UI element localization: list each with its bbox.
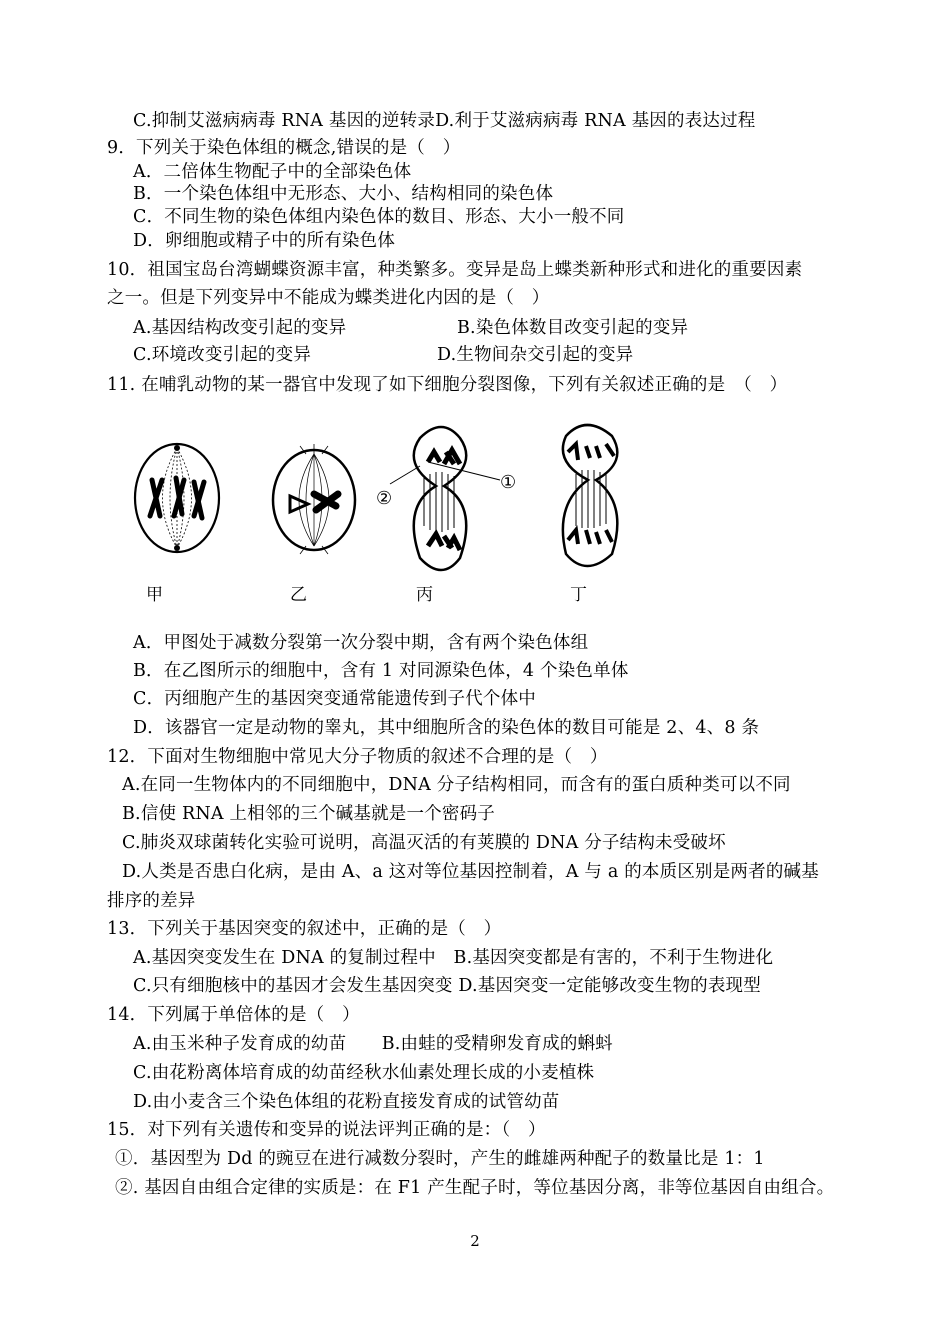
q12-stem: 12．下面对生物细胞中常见大分子物质的叙述不合理的是（ ）: [107, 747, 608, 767]
q10-stem-line2: 之一。但是下列变异中不能成为蝶类进化内因的是（ ）: [107, 288, 550, 308]
q11-option-d: D．该器官一定是动物的睾丸，其中细胞所含的染色体的数目可能是 2、4、8 条: [133, 718, 760, 738]
marker-2: ②: [376, 488, 393, 509]
q14-option-c: C.由花粉离体培育成的幼苗经秋水仙素处理长成的小麦植株: [133, 1063, 595, 1083]
q10-option-a: A.基因结构改变引起的变异: [133, 318, 347, 338]
marker-2-leader: [390, 466, 420, 484]
page-number: 2: [470, 1232, 480, 1250]
q10-option-c: C.环境改变引起的变异: [133, 345, 312, 365]
cell-jia: [135, 444, 219, 552]
q14-options-ab: A.由玉米种子发育成的幼苗 B.由蛙的受精卵发育成的蝌蚪: [133, 1034, 613, 1054]
q13-options-ab: A.基因突变发生在 DNA 的复制过程中 B.基因突变都是有害的，不利于生物进化: [133, 948, 774, 968]
caption-yi: 乙: [290, 585, 307, 605]
q9-stem: 9．下列关于染色体组的概念,错误的是（ ）: [107, 138, 461, 158]
q12-option-b: B.信使 RNA 上相邻的三个碱基就是一个密码子: [122, 804, 495, 824]
q12-option-a: A.在同一生物体内的不同细胞中，DNA 分子结构相同，而含有的蛋白质种类可以不同: [122, 775, 791, 795]
q13-stem: 13．下列关于基因突变的叙述中，正确的是（ ）: [107, 919, 502, 939]
q10-option-b: B.染色体数目改变引起的变异: [457, 318, 689, 338]
q11-option-c: C．丙细胞产生的基因突变通常能遗传到子代个体中: [133, 689, 536, 709]
cell-yi: [273, 444, 355, 554]
q12-option-c: C.肺炎双球菌转化实验可说明，高温灭活的有荚膜的 DNA 分子结构未受破坏: [122, 833, 726, 853]
q15-item-2: ②. 基因自由组合定律的实质是：在 F1 产生配子时，等位基因分离，非等位基因自由组合。: [115, 1178, 835, 1198]
q15-item-1: ①．基因型为 Dd 的豌豆在进行减数分裂时，产生的雌雄两种配子的数量比是 1：1: [115, 1149, 765, 1169]
q15-stem: 15．对下列有关遗传和变异的说法评判正确的是：（ ）: [107, 1120, 546, 1140]
cell-ding: [563, 425, 617, 566]
q12-option-d-cont: 排序的差异: [107, 891, 196, 911]
q13-options-cd: C.只有细胞核中的基因才会发生基因突变 D.基因突变一定能够改变生物的表现型: [133, 976, 761, 996]
q14-stem: 14．下列属于单倍体的是（ ）: [107, 1005, 360, 1025]
cell-bing: [414, 427, 466, 570]
q9-option-c: C．不同生物的染色体组内染色体的数目、形态、大小一般不同: [133, 207, 625, 227]
q12-option-d: D.人类是否患白化病，是由 A、a 这对等位基因控制着，A 与 a 的本质区别是两者的碱基: [122, 862, 819, 882]
q11-option-a: A．甲图处于减数分裂第一次分裂中期，含有两个染色体组: [133, 633, 589, 653]
marker-1: ①: [500, 472, 517, 493]
q11-stem: 11. 在哺乳动物的某一器官中发现了如下细胞分裂图像，下列有关叙述正确的是 （ ）: [107, 375, 788, 395]
cell-division-figure: [128, 418, 648, 613]
q9-option-a: A．二倍体生物配子中的全部染色体: [133, 162, 412, 182]
q10-option-d: D.生物间杂交引起的变异: [437, 345, 634, 365]
q9-option-d: D．卵细胞或精子中的所有染色体: [133, 231, 396, 251]
q11-option-b: B．在乙图所示的细胞中，含有 1 对同源染色体，4 个染色单体: [133, 661, 629, 681]
caption-ding: 丁: [570, 585, 587, 605]
q9-option-b: B．一个染色体组中无形态、大小、结构相同的染色体: [133, 184, 554, 204]
q14-option-d: D.由小麦含三个染色体组的花粉直接发育成的试管幼苗: [133, 1092, 560, 1112]
q8-option-cd: C.抑制艾滋病病毒 RNA 基因的逆转录D.利于艾滋病病毒 RNA 基因的表达过程: [133, 111, 756, 131]
cell-division-drawing: [128, 418, 648, 578]
q10-stem-line1: 10．祖国宝岛台湾蝴蝶资源丰富，种类繁多。变异是岛上蝶类新种形式和进化的重要因素: [107, 260, 803, 280]
caption-bing: 丙: [416, 585, 433, 605]
caption-jia: 甲: [146, 585, 163, 605]
